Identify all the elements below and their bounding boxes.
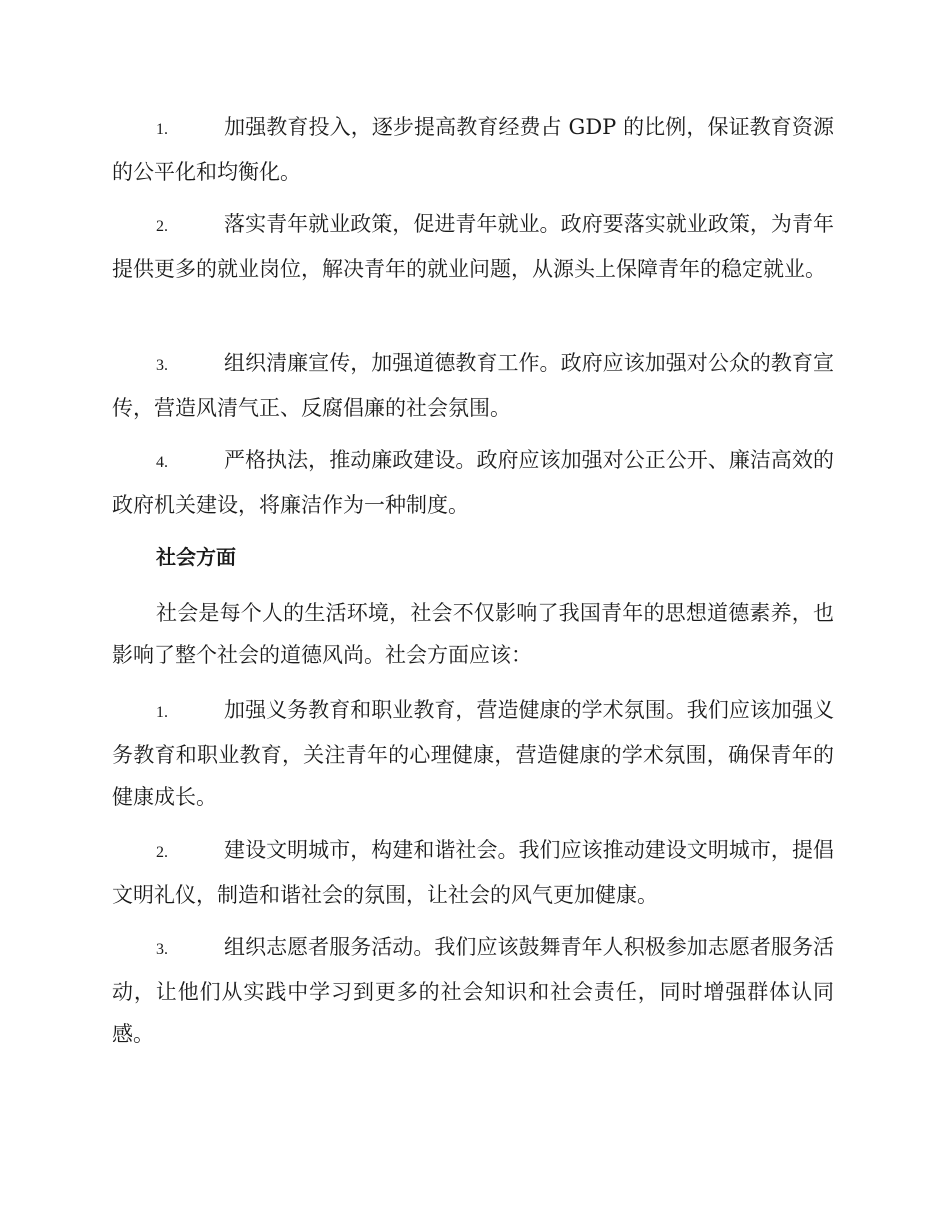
list-item — [112, 829, 834, 916]
item-number: 3. — [156, 357, 168, 374]
item-text: 建设文明城市，构建和谐社会。我们应该推动建设文明城市，提倡文明礼仪，制造和谐社会的氛围，让社会的风气更加健康。 — [112, 838, 834, 907]
item-number: 3. — [156, 941, 168, 958]
item-number: 2. — [156, 844, 168, 861]
item-text: 落实青年就业政策，促进青年就业。政府要落实就业政策，为青年提供更多的就业岗位，解决青年的就业问题，从源头上保障青年的稳定就业。 — [112, 212, 834, 281]
item-text: 组织清廉宣传，加强道德教育工作。政府应该加强对公众的教育宣传，营造风清气正、反腐倡廉的社会氛围。 — [112, 351, 834, 420]
list-item — [112, 203, 834, 290]
item-text: 严格执法，推动廉政建设。政府应该加强对公正公开、廉洁高效的政府机关建设，将廉洁作为一种制度。 — [112, 448, 834, 517]
item-text: 组织志愿者服务活动。我们应该鼓舞青年人积极参加志愿者服务活动，让他们从实践中学习到更多的社会知识和社会责任，同时增强群体认同感。 — [112, 935, 834, 1046]
section-heading: 社会方面 — [156, 545, 236, 569]
intro-paragraph: 社会是每个人的生活环境，社会不仅影响了我国青年的思想道德素养，也影响了整个社会的道德风尚。社会方面应该： — [112, 601, 834, 667]
item-number: 1. — [156, 121, 168, 138]
list-item — [112, 689, 834, 818]
list-item — [112, 926, 834, 1055]
item-number: 1. — [156, 704, 168, 721]
item-text: 加强义务教育和职业教育，营造健康的学术氛围。我们应该加强义务教育和职业教育，关注青年的心理健康，营造健康的学术氛围，确保青年的健康成长。 — [112, 698, 834, 809]
item-number: 2. — [156, 218, 168, 235]
item-number: 4. — [156, 454, 168, 471]
list-item — [112, 342, 834, 429]
item-text: 加强教育投入，逐步提高教育经费占 GDP 的比例，保证教育资源的公平化和均衡化。 — [112, 115, 834, 184]
list-item — [112, 439, 834, 526]
list-item — [112, 106, 834, 193]
